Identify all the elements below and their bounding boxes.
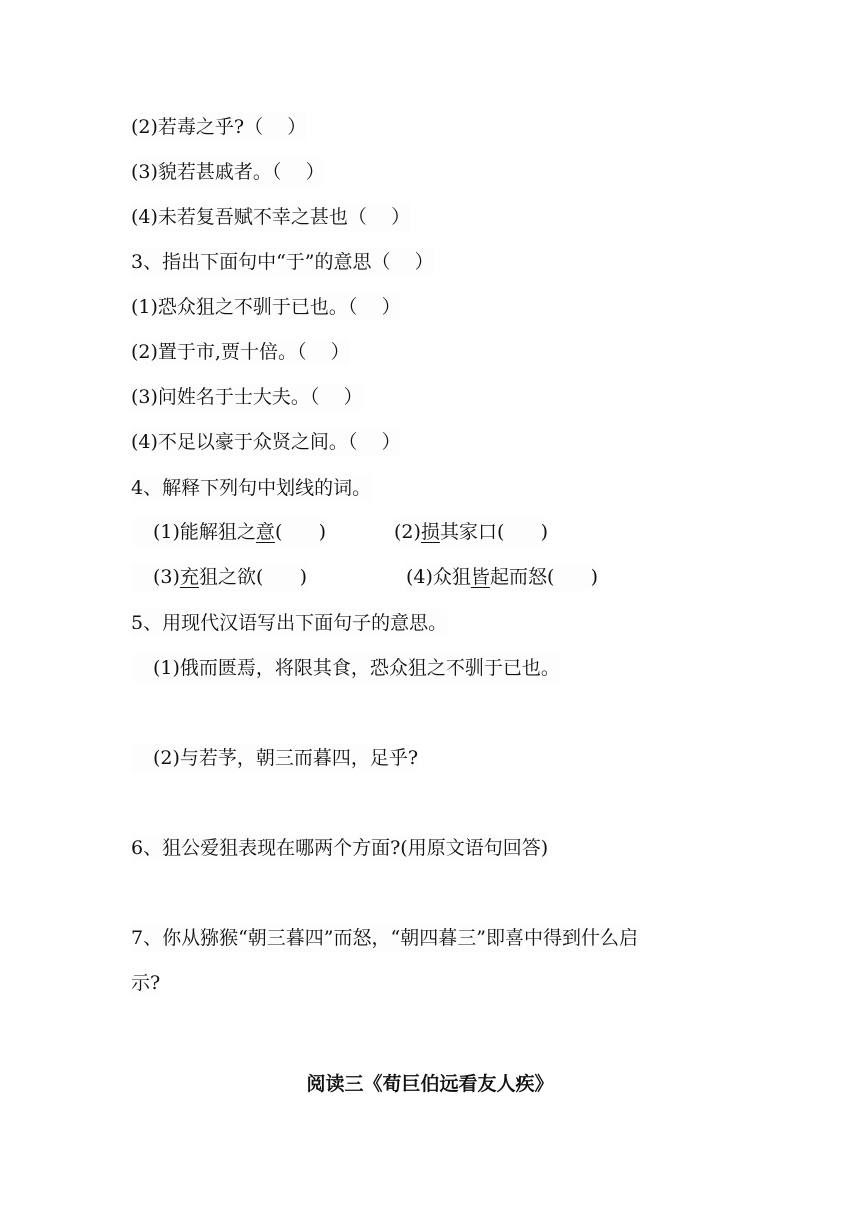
q6-question: 6、狙公爱狙表现在哪两个方面?(用原文语句回答) bbox=[131, 834, 548, 862]
section-title: 阅读三《荀巨伯远看友人疾》 bbox=[306, 1073, 554, 1095]
q2-item-3: (3)貌若甚戚者。（ ） bbox=[131, 158, 325, 186]
q2-item-2: (2)若毒之乎?（ ） bbox=[131, 113, 306, 141]
q4-item-2-prefix: (2) bbox=[394, 521, 421, 543]
q2-item-4: (4)未若复吾赋不幸之甚也（ ） bbox=[131, 203, 410, 231]
q4-item-2 bbox=[394, 518, 548, 546]
q4-item-4 bbox=[406, 563, 598, 591]
q3-item-1: (1)恐众狙之不驯于已也。（ ） bbox=[131, 293, 401, 321]
q4-question: 4、解释下列句中划线的词。 bbox=[131, 474, 371, 502]
q5-item-1: (1)俄而匮焉，将限其食，恐众狙之不驯于已也。 bbox=[131, 654, 560, 682]
q4-item-3-rest: 狙之欲( ) bbox=[198, 566, 308, 588]
q3-item-2: (2)置于市,贾十倍。（ ） bbox=[131, 338, 350, 366]
q4-item-2-rest: 其家口( ) bbox=[439, 521, 549, 543]
q7-question-line-2: 示? bbox=[131, 969, 160, 997]
q4-item-1-blank: ( ) bbox=[274, 521, 326, 543]
q4-item-3 bbox=[131, 563, 307, 591]
q4-item-3-prefix: (3) bbox=[153, 566, 180, 588]
q4-item-4-underlined-word: 皆 bbox=[470, 566, 490, 588]
q3-item-4: (4)不足以豪于众贤之间。（ ） bbox=[131, 428, 401, 456]
q4-item-2-underlined-word: 损 bbox=[420, 521, 440, 543]
q3-item-3: (3)问姓名于士大夫。（ ） bbox=[131, 383, 363, 411]
q5-question: 5、用现代汉语写出下面句子的意思。 bbox=[131, 609, 447, 637]
q7-question-line-1: 7、你从猕猴“朝三暮四”而怒，“朝四暮三”即喜中得到什么启 bbox=[131, 924, 638, 952]
q4-item-1-underlined-word: 意 bbox=[255, 521, 275, 543]
q4-item-1 bbox=[131, 518, 326, 546]
q4-item-4-prefix: (4)众狙 bbox=[406, 566, 471, 588]
q3-question: 3、指出下面句中“于”的意思（ ） bbox=[131, 248, 434, 276]
q4-item-1-prefix: (1)能解狙之 bbox=[153, 521, 256, 543]
q5-item-2: (2)与若芧，朝三而暮四，足乎? bbox=[131, 744, 418, 772]
q4-item-4-rest: 起而怒( ) bbox=[489, 566, 599, 588]
q4-item-3-underlined-word: 充 bbox=[179, 566, 199, 588]
